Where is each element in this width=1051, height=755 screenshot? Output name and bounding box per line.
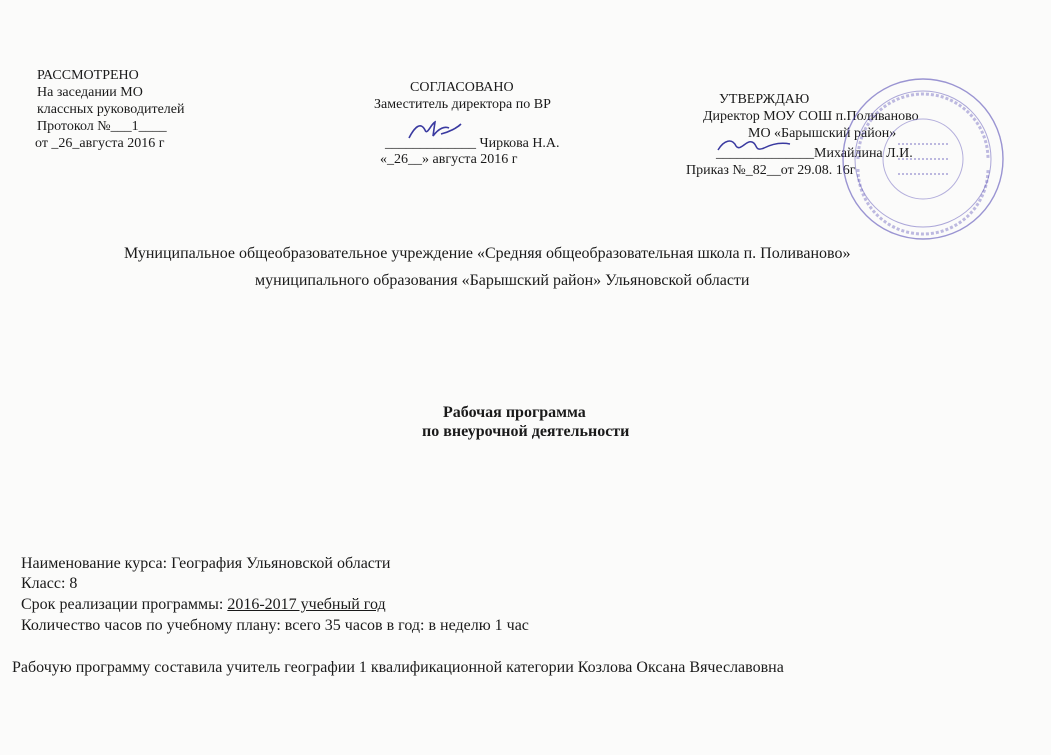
agreed-position: Заместитель директора по ВР bbox=[374, 97, 551, 112]
approved-signature-line: ______________Михайлина Л.И. bbox=[716, 146, 913, 161]
considered-line2: классных руководителей bbox=[37, 102, 185, 117]
course-term-value: 2016-2017 учебный год bbox=[227, 596, 386, 613]
considered-line1: На заседании МО bbox=[37, 85, 143, 100]
approved-org: МО «Барышский район» bbox=[748, 126, 897, 141]
approved-position: Директор МОУ СОШ п.Поливаново bbox=[703, 109, 919, 124]
approved-order: Приказ №_82__от 29.08. 16г bbox=[686, 163, 856, 178]
considered-title: РАССМОТРЕНО bbox=[37, 68, 139, 83]
signature-icon bbox=[405, 116, 465, 144]
approved-title: УТВЕРЖДАЮ bbox=[719, 92, 810, 107]
course-class: Класс: 8 bbox=[21, 575, 78, 592]
considered-date: от _26_августа 2016 г bbox=[35, 136, 165, 151]
program-title-line1: Рабочая программа bbox=[443, 404, 586, 421]
program-title-line2: по внеурочной деятельности bbox=[422, 423, 630, 440]
agreed-signature-line: _____________ Чиркова Н.А. bbox=[385, 136, 560, 151]
considered-protocol: Протокол №___1____ bbox=[37, 119, 167, 134]
institution-line2: муниципального образования «Барышский район» Ульяновской области bbox=[255, 272, 750, 289]
agreed-date: «_26__» августа 2016 г bbox=[380, 152, 518, 167]
director-signature-icon bbox=[714, 134, 794, 158]
course-term-label: Срок реализации программы: bbox=[21, 596, 228, 613]
stamp-icon bbox=[838, 74, 1008, 244]
agreed-title: СОГЛАСОВАНО bbox=[410, 80, 514, 95]
course-name: Наименование курса: География Ульяновской области bbox=[21, 555, 391, 572]
institution-line1: Муниципальное общеобразовательное учреждение «Средняя общеобразовательная школа п. Поливаново» bbox=[124, 245, 851, 262]
course-hours: Количество часов по учебному плану: всего 35 часов в год: в неделю 1 час bbox=[21, 617, 529, 634]
course-term bbox=[21, 595, 386, 614]
author-line: Рабочую программу составила учитель географии 1 квалификационной категории Козлова Оксана Вячеславовна bbox=[12, 659, 784, 676]
